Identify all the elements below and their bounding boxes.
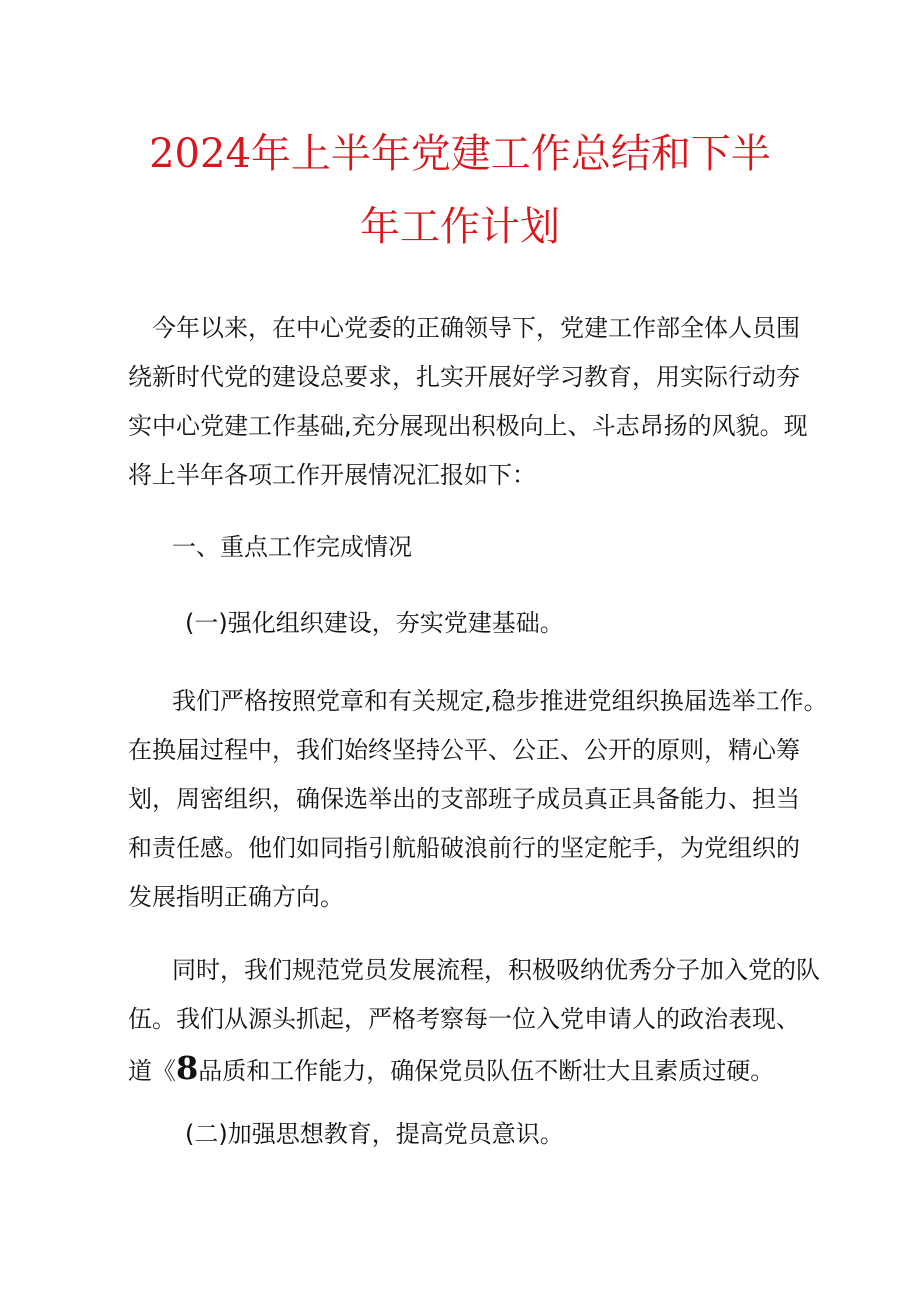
document-title-line-2: 年工作计划 <box>360 204 560 250</box>
intro-line-1: 今年以来，在中心党委的正确领导下，党建工作部全体人员围 <box>152 314 800 342</box>
member-line-1: 同时，我们规范党员发展流程，积极吸纳优秀分子加入党的队 <box>172 956 820 984</box>
org-line-4: 和责任感。他们如同指引航船破浪前行的坚定舵手，为党组织的 <box>128 834 800 862</box>
organization-paragraph <box>128 677 828 922</box>
member-line-3-prefix: 道《 <box>128 1057 176 1085</box>
org-line-3: 划，周密组织，确保选举出的支部班子成员真正具备能力、担当 <box>128 785 800 813</box>
org-line-5: 发展指明正确方向。 <box>128 883 344 911</box>
garbled-glyph: 8 <box>176 1049 199 1087</box>
intro-line-2: 绕新时代党的建设总要求，扎实开展好学习教育，用实际行动夯 <box>128 363 800 391</box>
member-line-3 <box>128 1044 800 1096</box>
intro-line-4: 将上半年各项工作开展情况汇报如下： <box>128 461 536 489</box>
member-line-3-suffix: 品质和工作能力，确保党员队伍不断壮大且素质过硬。 <box>198 1057 775 1085</box>
document-title-line-1: 2024年上半年党建工作总结和下半 <box>149 131 771 177</box>
subsection-heading-1: (一)强化组织建设，夯实党建基础。 <box>185 609 564 637</box>
org-line-2: 在换届过程中，我们始终坚持公平、公正、公开的原则，精心筹 <box>128 736 800 764</box>
section-heading: 一、重点工作完成情况 <box>172 533 412 561</box>
member-line-2: 伍。我们从源头抓起，严格考察每一位入党申请人的政治表现、 <box>128 1005 800 1033</box>
intro-paragraph <box>128 304 808 500</box>
org-line-1: 我们严格按照党章和有关规定,稳步推进党组织换届选举工作。 <box>172 687 828 715</box>
intro-line-3: 实中心党建工作基础,充分展现出积极向上、斗志昂扬的风貌。现 <box>128 412 808 440</box>
membership-paragraph <box>128 946 820 1096</box>
subsection-heading-2: (二)加强思想教育，提高党员意识。 <box>185 1120 564 1148</box>
